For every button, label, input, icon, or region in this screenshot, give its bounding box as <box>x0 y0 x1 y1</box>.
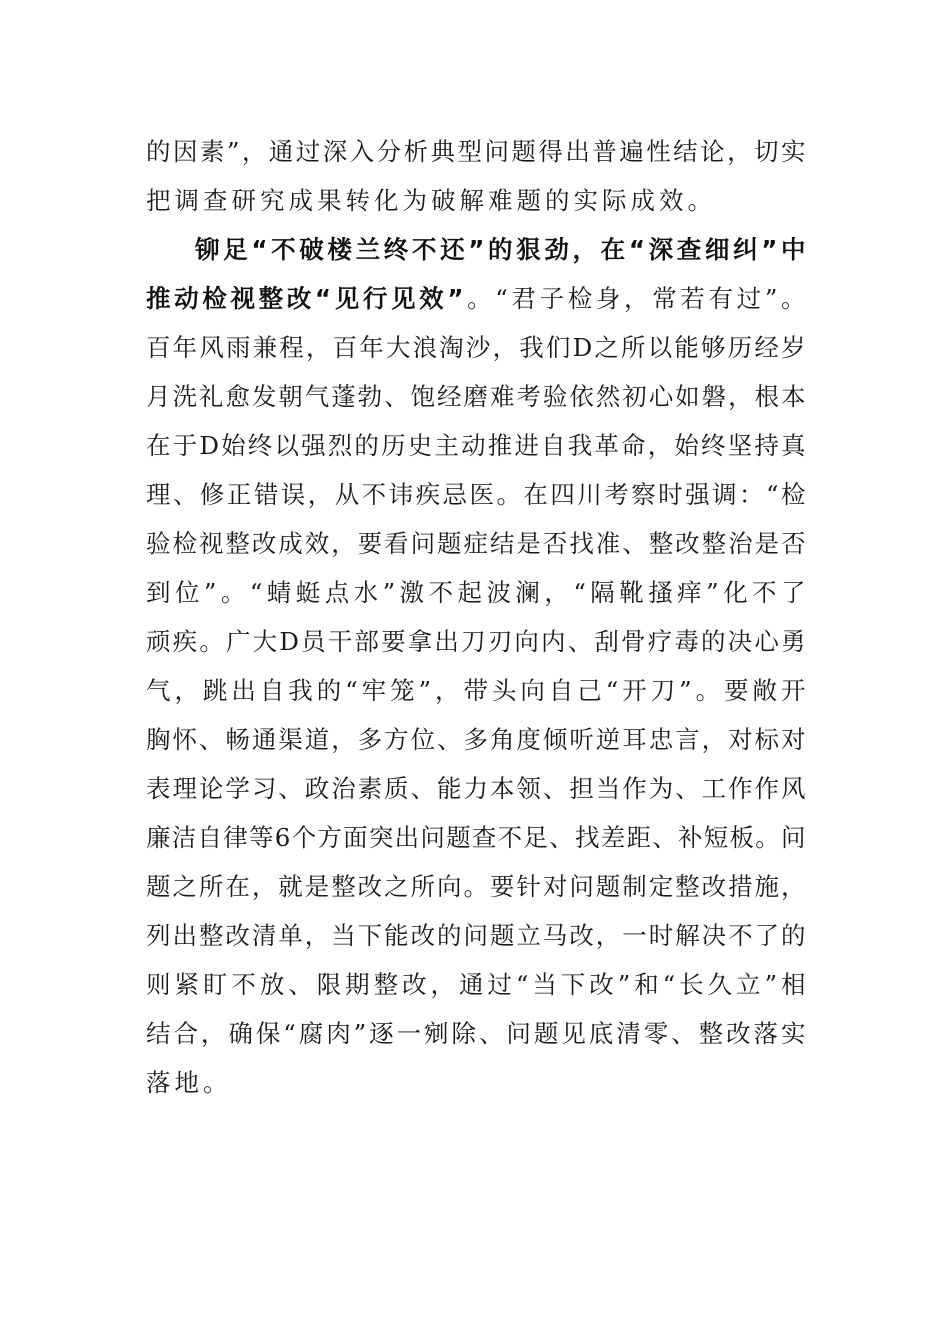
text-line: 表理论学习、政治素质、能力本领、担当作为、工作作风 <box>146 774 806 803</box>
text-line: 结合，确保“腐肉”逐一剜除、问题见底清零、整改落实 <box>146 1019 806 1048</box>
text-line: 理、修正错误，从不讳疾忌医。在四川考察时强调：“检 <box>146 480 806 509</box>
text-line: 廉洁自律等6个方面突出问题查不足、找差距、补短板。问 <box>146 823 806 852</box>
text-line: 到位”。“蜻蜓点水”激不起波澜，“隔靴搔痒”化不了 <box>146 578 806 607</box>
text-line: 则紧盯不放、限期整改，通过“当下改”和“长久立”相 <box>146 970 806 999</box>
text-line: 气，跳出自我的“牢笼”，带头向自己“开刀”。要敞开 <box>146 676 806 705</box>
text-span: 。“君子检身，常若有过”。 <box>463 284 806 313</box>
text-line: 顽疾。广大D员干部要拿出刀刃向内、刮骨疗毒的决心勇 <box>146 627 806 656</box>
text-line: 验检视整改成效，要看问题症结是否找准、整改整治是否 <box>146 529 806 558</box>
text-line: 列出整改清单，当下能改的问题立马改，一时解决不了的 <box>146 921 806 950</box>
text-line: 百年风雨兼程，百年大浪淘沙，我们D之所以能够历经岁 <box>146 333 806 362</box>
text-line: 胸怀、畅通渠道，多方位、多角度倾听逆耳忠言，对标对 <box>146 725 806 754</box>
text-line: 在于D始终以强烈的历史主动推进自我革命，始终坚持真 <box>146 431 806 460</box>
text-line: 的因素”，通过深入分析典型问题得出普遍性结论，切实 <box>146 137 806 166</box>
text-line: 把调查研究成果转化为破解难题的实际成效。 <box>146 186 716 215</box>
text-line: 月洗礼愈发朝气蓬勃、饱经磨难考验依然初心如磐，根本 <box>146 382 806 411</box>
text-line: 题之所在，就是整改之所向。要针对问题制定整改措施， <box>146 872 806 901</box>
text-line: 落地。 <box>146 1068 232 1097</box>
section-heading-line: 铆足“不破楼兰终不还”的狠劲，在“深查细纠”中 <box>195 235 806 264</box>
text-line-mixed <box>146 279 806 319</box>
section-heading-tail: 推动检视整改“见行见效” <box>146 284 464 313</box>
